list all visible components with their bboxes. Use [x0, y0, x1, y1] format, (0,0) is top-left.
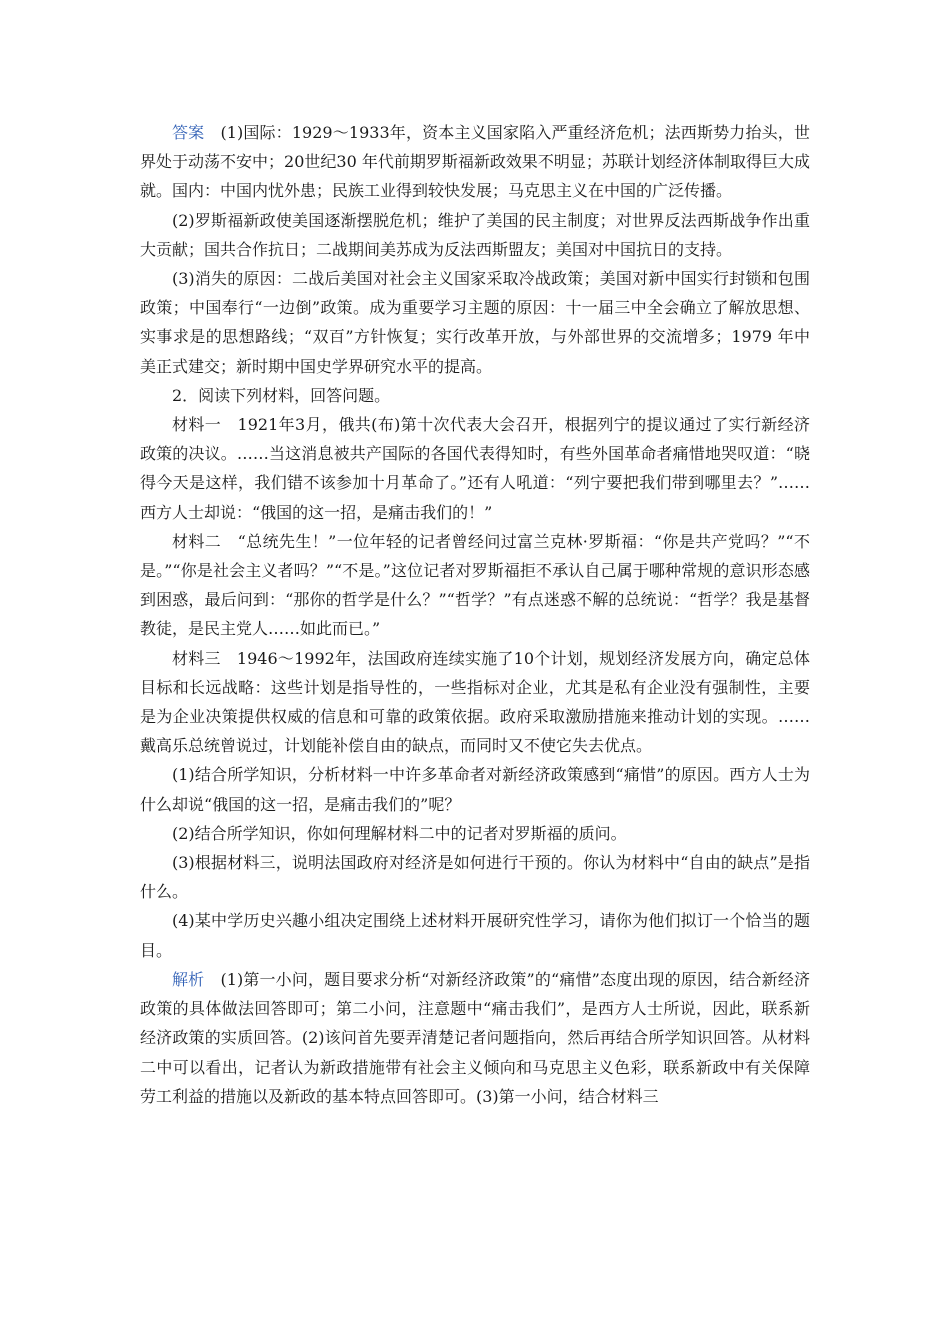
sub-question-3: (3)根据材料三，说明法国政府对经济是如何进行干预的。你认为材料中“自由的缺点”是指什么。	[140, 853, 810, 902]
analysis-paragraph	[140, 965, 810, 1111]
material-1: 材料一 1921年3月，俄共(布)第十次代表大会召开，根据列宁的提议通过了实行新经济政策的决议。……当这消息被共产国际的各国代表得知时，有些外国革命者痛惜地哭叹道：“晓得今天是这样，我们错不该参加十月革命了。”还有人吼道：“列宁要把我们带到哪里去？”……西方人士却说：“俄国的这一招，是痛击我们的！”	[140, 415, 810, 522]
analysis-tag: 解析	[172, 969, 205, 989]
answer-tag: 答案	[172, 123, 205, 142]
answer-paragraph-1	[140, 118, 810, 206]
answer-paragraph-2: (2)罗斯福新政使美国逐渐摆脱危机；维护了美国的民主制度；对世界反法西斯战争作出重大贡献；国共合作抗日；二战期间美苏成为反法西斯盟友；美国对中国抗日的支持。	[140, 210, 810, 259]
answer-text-1: (1)国际：1929～1933年，资本主义国家陷入严重经济危机；法西斯势力抬头，世界处于动荡不安中；20世纪30 年代前期罗斯福新政效果不明显；苏联计划经济体制取得巨大成就。国内：中国内忧外患；民族工业得到较快发展；马克思主义在中国的广泛传播。	[140, 123, 810, 201]
sub-question-4: (4)某中学历史兴趣小组决定围绕上述材料开展研究性学习，请你为他们拟订一个恰当的题目。	[140, 911, 810, 960]
analysis-text: (1)第一小问，题目要求分析“对新经济政策”的“痛惜”态度出现的原因，结合新经济政策的具体做法回答即可；第二小问，注意题中“痛击我们”，是西方人士所说，因此，联系新经济政策的实质回答。(2)该问首先要弄清楚记者问题指向，然后再结合所学知识回答。从材料二中可以看出，记者认为新政措施带有社会主义倾向和马克思主义色彩，联系新政中有关保障劳工利益的措施以及新政的基本特点回答即可。(3)第一小问，结合材料三	[140, 969, 810, 1106]
sub-question-2: (2)结合所学知识，你如何理解材料二中的记者对罗斯福的质问。	[172, 823, 627, 843]
sub-question-1: (1)结合所学知识，分析材料一中许多革命者对新经济政策感到“痛惜”的原因。西方人士为什么却说“俄国的这一招，是痛击我们的”呢？	[140, 765, 810, 814]
material-2: 材料二 “总统先生！”一位年轻的记者曾经问过富兰克林·罗斯福：“你是共产党吗？”“不是。”“你是社会主义者吗？”“不是。”这位记者对罗斯福拒不承认自己属于哪种常规的意识形态感到困惑，最后问到：“那你的哲学是什么？”“哲学？”有点迷惑不解的总统说：“哲学？我是基督教徒，是民主党人……如此而已。”	[140, 531, 810, 639]
material-3: 材料三 1946～1992年，法国政府连续实施了10个计划，规划经济发展方向，确定总体目标和长远战略：这些计划是指导性的，一些指标对企业，尤其是私有企业没有强制性，主要是为企业决策提供权威的信息和可靠的政策依据。政府采取激励措施来推动计划的实现。……戴高乐总统曾说过，计划能补偿自由的缺点，而同时又不使它失去优点。	[140, 648, 810, 756]
question-2-intro: 2．阅读下列材料，回答问题。	[172, 385, 391, 405]
answer-paragraph-3: (3)消失的原因：二战后美国对社会主义国家采取冷战政策；美国对新中国实行封锁和包围政策；中国奉行“一边倒”政策。成为重要学习主题的原因：十一届三中全会确立了解放思想、实事求是的思想路线；“双百”方针恢复；实行改革开放，与外部世界的交流增多；1979 年中美正式建交；新时期中国史学界研究水平的提高。	[140, 269, 810, 376]
document-page	[140, 118, 810, 1111]
